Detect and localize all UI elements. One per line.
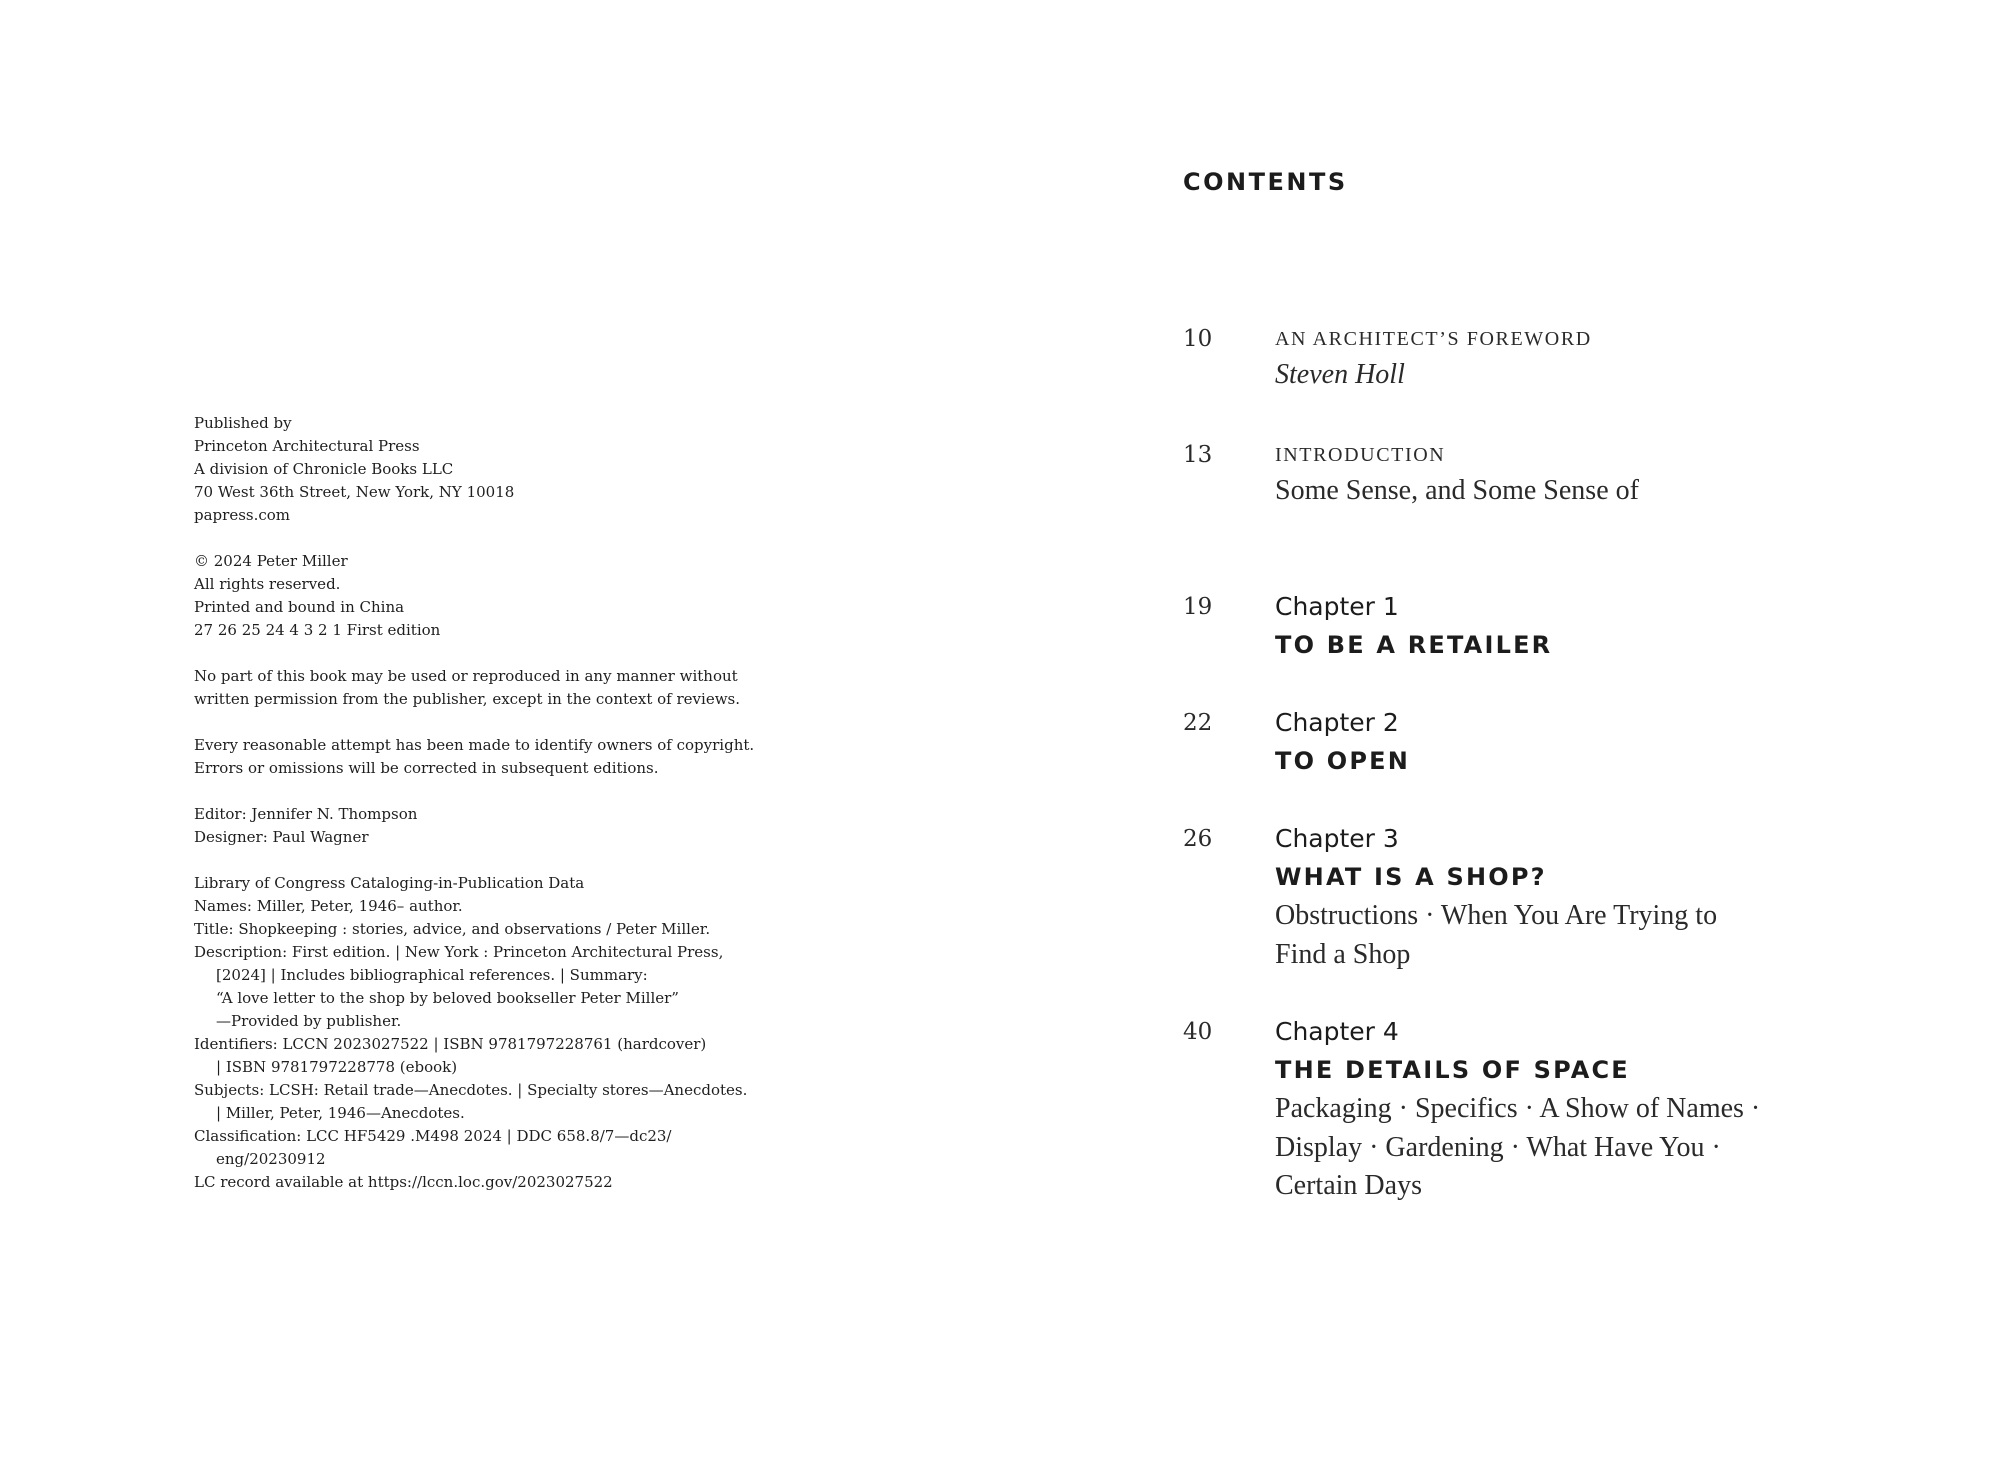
chapter-number: Chapter 1: [1275, 592, 1399, 621]
chapter-sections-line: Packaging · Specifics · A Show of Names ·: [1275, 1093, 1761, 1124]
toc-entry-label: INTRODUCTION: [1275, 444, 1446, 466]
chapter-title: TO BE A RETAILER: [1275, 631, 1553, 659]
copyright-line: Subjects: LCSH: Retail trade—Anecdotes. | Specialty stores—Anecdotes.: [194, 1081, 748, 1099]
copyright-line: 27 26 25 24 4 3 2 1 First edition: [194, 621, 441, 639]
copyright-line: Printed and bound in China: [194, 598, 405, 616]
chapter-sections-line: Find a Shop: [1275, 938, 1411, 970]
copyright-line: papress.com: [194, 506, 291, 524]
chapter-sections-line: Certain Days: [1275, 1170, 1422, 1201]
copyright-line: LC record available at https://lccn.loc.gov/2023027522: [194, 1173, 613, 1191]
chapter-title: TO OPEN: [1275, 747, 1411, 775]
toc-entry-subtitle: Some Sense, and Some Sense of: [1275, 475, 1639, 506]
copyright-line: Editor: Jennifer N. Thompson: [194, 805, 418, 823]
copyright-line: Errors or omissions will be corrected in subsequent editions.: [194, 759, 659, 777]
toc-page-number: 13: [1183, 442, 1213, 468]
copyright-line: Published by: [194, 414, 292, 432]
chapter-sections-line: Display · Gardening · What Have You ·: [1275, 1131, 1721, 1163]
attempt-notice: [194, 734, 754, 780]
chapter-sections: [1275, 1090, 1835, 1206]
rights-info: [194, 550, 754, 642]
toc-page-number: 22: [1183, 710, 1213, 736]
copyright-line: Title: Shopkeeping : stories, advice, and observations / Peter Miller.: [194, 920, 711, 938]
chapter-title: THE DETAILS OF SPACE: [1275, 1056, 1630, 1084]
reproduction-notice: [194, 665, 754, 711]
copyright-line: Princeton Architectural Press: [194, 437, 420, 455]
copyright-line: —Provided by publisher.: [216, 1012, 402, 1030]
chapter-sections-line: Obstructions · When You Are Trying to: [1275, 900, 1718, 931]
copyright-line: eng/20230912: [216, 1150, 326, 1168]
toc-page-number: 26: [1183, 826, 1213, 852]
copyright-line: No part of this book may be used or reproduced in any manner without: [194, 667, 738, 685]
copyright-line: [2024] | Includes bibliographical references. | Summary:: [216, 966, 648, 984]
copyright-line: © 2024 Peter Miller: [194, 552, 348, 570]
copyright-line: Classification: LCC HF5429 .M498 2024 | DDC 658.8/7—dc23/: [194, 1127, 672, 1145]
copyright-line: A division of Chronicle Books LLC: [194, 460, 454, 478]
toc-page-number: 19: [1183, 594, 1213, 620]
copyright-line: | Miller, Peter, 1946—Anecdotes.: [216, 1104, 465, 1122]
copyright-page: [194, 412, 754, 1194]
copyright-line: Description: First edition. | New York : Princeton Architectural Press,: [194, 943, 724, 961]
contents-heading: CONTENTS: [1183, 168, 1348, 196]
toc-entry-label: AN ARCHITECT’S FOREWORD: [1275, 328, 1592, 350]
toc-entry-author: Steven Holl: [1275, 359, 1405, 390]
copyright-line: Designer: Paul Wagner: [194, 828, 369, 846]
copyright-line: “A love letter to the shop by beloved bookseller Peter Miller”: [216, 989, 679, 1007]
chapter-sections: [1275, 897, 1835, 974]
chapter-number: Chapter 2: [1275, 708, 1399, 737]
cip-data: [194, 872, 754, 1194]
toc-page-number: 40: [1183, 1019, 1213, 1045]
copyright-line: written permission from the publisher, except in the context of reviews.: [194, 690, 740, 708]
credits: [194, 803, 754, 849]
copyright-line: Every reasonable attempt has been made to identify owners of copyright.: [194, 736, 755, 754]
toc-page-number: 10: [1183, 326, 1213, 352]
copyright-line: All rights reserved.: [194, 575, 341, 593]
chapter-number: Chapter 4: [1275, 1017, 1399, 1046]
copyright-line: Names: Miller, Peter, 1946– author.: [194, 897, 463, 915]
publisher-info: [194, 412, 754, 527]
copyright-line: Identifiers: LCCN 2023027522 | ISBN 9781797228761 (hardcover): [194, 1035, 707, 1053]
chapter-number: Chapter 3: [1275, 824, 1399, 853]
copyright-line: | ISBN 9781797228778 (ebook): [216, 1058, 458, 1076]
copyright-line: 70 West 36th Street, New York, NY 10018: [194, 483, 515, 501]
chapter-title: WHAT IS A SHOP?: [1275, 863, 1547, 891]
copyright-line: Library of Congress Cataloging-in-Publication Data: [194, 874, 585, 892]
